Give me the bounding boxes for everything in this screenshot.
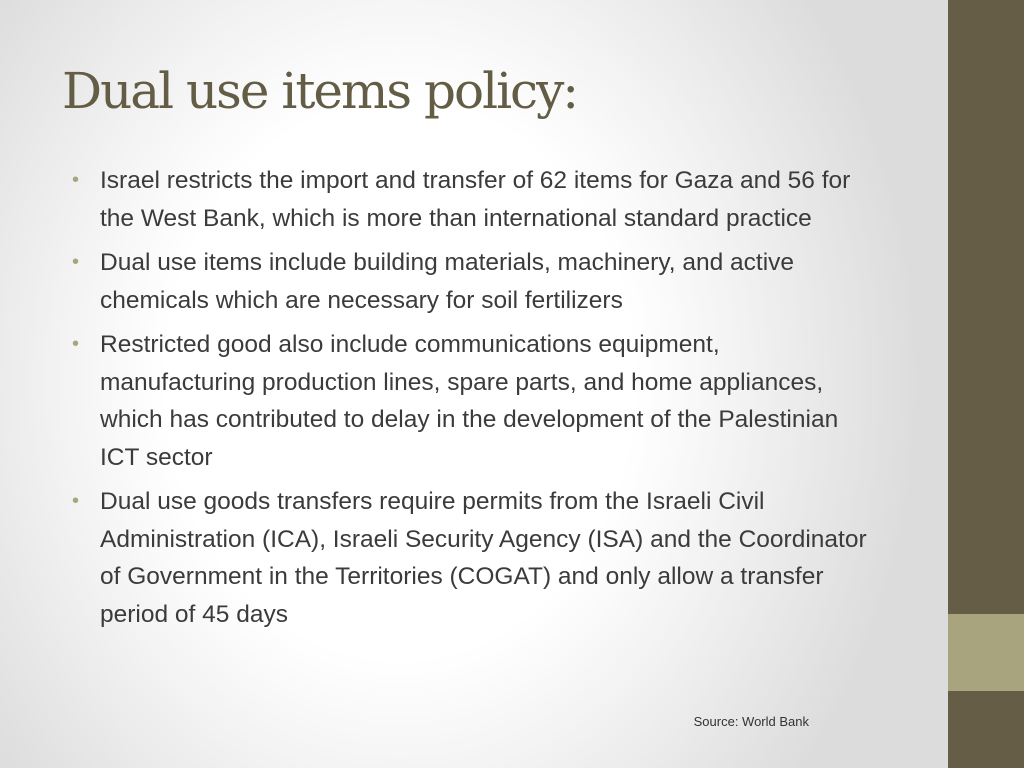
bullet-icon: • bbox=[72, 333, 80, 355]
bullet-item bbox=[72, 326, 872, 476]
bullet-item bbox=[72, 244, 872, 319]
bullet-text: Israel restricts the import and transfer of 62 items for Gaza and 56 for the West Bank, which is more than international standard practice bbox=[100, 167, 851, 232]
bullet-icon: • bbox=[72, 169, 80, 191]
source-note: Source: World Bank bbox=[693, 714, 809, 729]
decorative-side-accent bbox=[948, 614, 1024, 691]
bullet-text: Dual use items include building materials, machinery, and active chemicals which are necessary for soil fertilizers bbox=[100, 249, 795, 314]
bullet-list bbox=[72, 162, 872, 640]
bullet-icon: • bbox=[72, 251, 80, 273]
slide-title: Dual use items policy: bbox=[62, 62, 578, 120]
bullet-item bbox=[72, 162, 872, 237]
bullet-item bbox=[72, 483, 872, 633]
bullet-text: Restricted good also include communications equipment, manufacturing production lines, spare parts, and home appliances, which has contributed to delay in the development of the Palestinian ICT sector bbox=[100, 331, 839, 471]
bullet-icon: • bbox=[72, 490, 80, 512]
bullet-text: Dual use goods transfers require permits from the Israeli Civil Administration (ICA), Israeli Security Agency (ISA) and the Coordinator of Government in the Territories (COGAT) and only allow a transfer period of 45 days bbox=[100, 488, 867, 628]
